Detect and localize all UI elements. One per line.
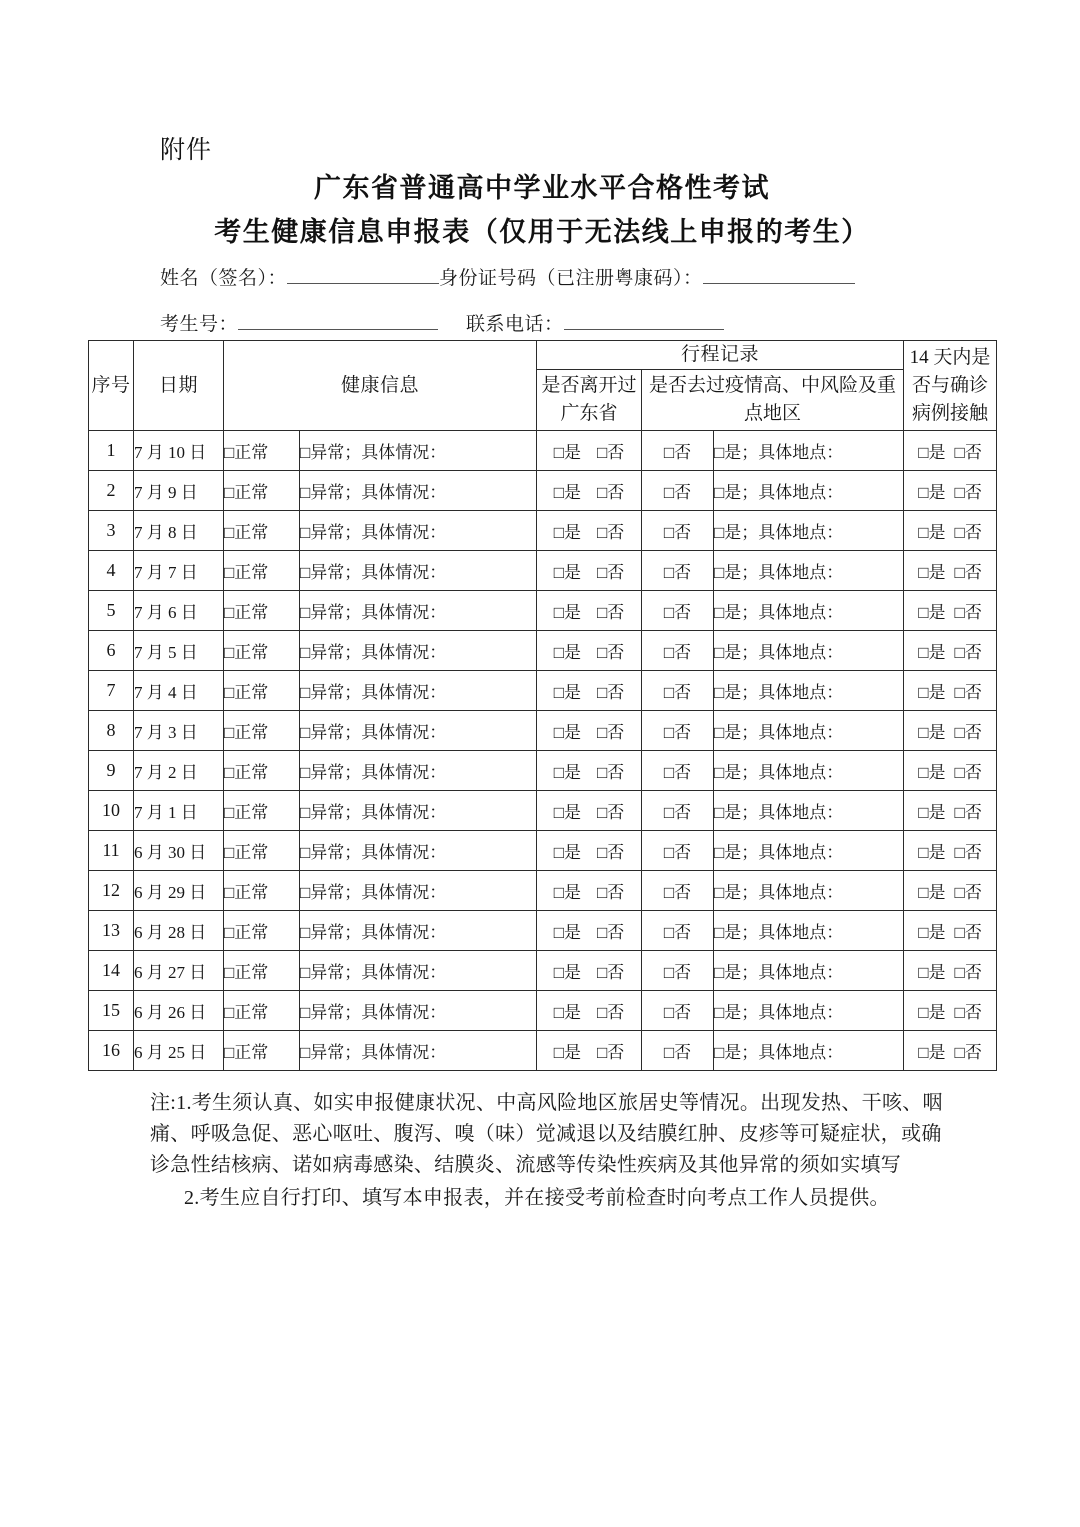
checkbox-health-abnormal[interactable]: □异常；具体情况： — [300, 631, 537, 671]
table-row — [89, 431, 997, 471]
checkbox-contact-confirmed[interactable]: □是 □否 — [904, 711, 997, 751]
row-index: 15 — [89, 991, 134, 1031]
checkbox-risk-area-yes[interactable]: □是；具体地点： — [714, 591, 904, 631]
checkbox-contact-confirmed[interactable]: □是 □否 — [904, 791, 997, 831]
table-row — [89, 471, 997, 511]
checkbox-risk-area-no[interactable]: □否 — [642, 511, 714, 551]
row-index: 3 — [89, 511, 134, 551]
checkbox-contact-confirmed[interactable]: □是 □否 — [904, 551, 997, 591]
checkbox-contact-confirmed[interactable]: □是 □否 — [904, 991, 997, 1031]
row-index: 12 — [89, 871, 134, 911]
checkbox-contact-confirmed[interactable]: □是 □否 — [904, 1031, 997, 1071]
checkbox-health-abnormal[interactable]: □异常；具体情况： — [300, 951, 537, 991]
table-row — [89, 631, 997, 671]
identity-row-2 — [88, 308, 996, 342]
name-label: 姓名（签名）： — [160, 268, 288, 289]
checkbox-risk-area-no[interactable]: □否 — [642, 431, 714, 471]
row-date: 7 月 6 日 — [134, 591, 224, 631]
row-date: 7 月 4 日 — [134, 671, 224, 711]
checkbox-health-normal[interactable]: □正常 — [224, 951, 300, 991]
checkbox-health-abnormal[interactable]: □异常；具体情况： — [300, 471, 537, 511]
checkbox-left-province[interactable]: □是 □否 — [537, 591, 642, 631]
phone-label: 联系电话： — [466, 314, 564, 335]
header-row-1 — [89, 341, 997, 370]
row-index: 10 — [89, 791, 134, 831]
checkbox-contact-confirmed[interactable]: □是 □否 — [904, 511, 997, 551]
checkbox-risk-area-yes[interactable]: □是；具体地点： — [714, 471, 904, 511]
checkbox-health-abnormal[interactable]: □异常；具体情况： — [300, 911, 537, 951]
checkbox-risk-area-yes[interactable]: □是；具体地点： — [714, 671, 904, 711]
checkbox-risk-area-no[interactable]: □否 — [642, 591, 714, 631]
table-row — [89, 791, 997, 831]
checkbox-left-province[interactable]: □是 □否 — [537, 751, 642, 791]
checkbox-health-abnormal[interactable]: □异常；具体情况： — [300, 671, 537, 711]
checkbox-health-normal[interactable]: □正常 — [224, 871, 300, 911]
row-index: 14 — [89, 951, 134, 991]
checkbox-health-abnormal[interactable]: □异常；具体情况： — [300, 511, 537, 551]
row-date: 7 月 5 日 — [134, 631, 224, 671]
phone-input[interactable] — [564, 312, 724, 330]
exam-number-input[interactable] — [238, 312, 438, 330]
checkbox-risk-area-yes[interactable]: □是；具体地点： — [714, 431, 904, 471]
checkbox-risk-area-yes[interactable]: □是；具体地点： — [714, 631, 904, 671]
table-row — [89, 1031, 997, 1071]
checkbox-health-normal[interactable]: □正常 — [224, 1031, 300, 1071]
table-row — [89, 751, 997, 791]
table-body — [89, 431, 997, 1071]
checkbox-risk-area-yes[interactable]: □是；具体地点： — [714, 831, 904, 871]
row-date: 6 月 30 日 — [134, 831, 224, 871]
table-row — [89, 591, 997, 631]
row-date: 6 月 26 日 — [134, 991, 224, 1031]
checkbox-contact-confirmed[interactable]: □是 □否 — [904, 751, 997, 791]
checkbox-risk-area-no[interactable]: □否 — [642, 1031, 714, 1071]
checkbox-risk-area-no[interactable]: □否 — [642, 991, 714, 1031]
checkbox-left-province[interactable]: □是 □否 — [537, 471, 642, 511]
table-row — [89, 711, 997, 751]
checkbox-left-province[interactable]: □是 □否 — [537, 631, 642, 671]
checkbox-health-abnormal[interactable]: □异常；具体情况： — [300, 1031, 537, 1071]
row-index: 8 — [89, 711, 134, 751]
note-2: 2.考生应自行打印、填写本申报表，并在接受考前检查时向考点工作人员提供。 — [184, 1187, 890, 1209]
checkbox-health-normal[interactable]: □正常 — [224, 831, 300, 871]
title-line-2: 考生健康信息申报表（仅用于无法线上申报的考生） — [214, 217, 870, 247]
title-line-1: 广东省普通高中学业水平合格性考试 — [314, 173, 770, 203]
table-row — [89, 551, 997, 591]
checkbox-left-province[interactable]: □是 □否 — [537, 911, 642, 951]
checkbox-risk-area-no[interactable]: □否 — [642, 471, 714, 511]
attachment-label: 附件 — [160, 135, 213, 164]
row-date: 7 月 3 日 — [134, 711, 224, 751]
name-input[interactable] — [287, 266, 439, 284]
row-index: 11 — [89, 831, 134, 871]
checkbox-left-province[interactable]: □是 □否 — [537, 1031, 642, 1071]
table-row — [89, 911, 997, 951]
identity-fields — [88, 262, 996, 342]
checkbox-contact-confirmed[interactable]: □是 □否 — [904, 431, 997, 471]
note-1: 注:1.考生须认真、如实申报健康状况、中高风险地区旅居史等情况。出现发热、干咳、咽痛、呼吸急促、恶心呕吐、腹泻、嗅（味）觉减退以及结膜红肿、皮疹等可疑症状，或确诊急性结核病、诺如病毒感染、结膜炎、流感等传染性疾病及其他异常的须如实填写 — [150, 1092, 943, 1176]
checkbox-risk-area-yes[interactable]: □是；具体地点： — [714, 991, 904, 1031]
row-date: 7 月 10 日 — [134, 431, 224, 471]
checkbox-risk-area-yes[interactable]: □是；具体地点： — [714, 951, 904, 991]
checkbox-health-normal[interactable]: □正常 — [224, 431, 300, 471]
row-date: 6 月 27 日 — [134, 951, 224, 991]
checkbox-contact-confirmed[interactable]: □是 □否 — [904, 471, 997, 511]
checkbox-risk-area-yes[interactable]: □是；具体地点： — [714, 1031, 904, 1071]
row-index: 7 — [89, 671, 134, 711]
row-index: 16 — [89, 1031, 134, 1071]
table-row — [89, 511, 997, 551]
checkbox-left-province[interactable]: □是 □否 — [537, 991, 642, 1031]
header-trip-record: 行程记录 — [537, 341, 904, 370]
table-row — [89, 991, 997, 1031]
table-header — [89, 341, 997, 431]
checkbox-health-abnormal[interactable]: □异常；具体情况： — [300, 791, 537, 831]
checkbox-health-abnormal[interactable]: □异常；具体情况： — [300, 831, 537, 871]
checkbox-health-normal[interactable]: □正常 — [224, 631, 300, 671]
checkbox-health-normal[interactable]: □正常 — [224, 471, 300, 511]
checkbox-health-normal[interactable]: □正常 — [224, 671, 300, 711]
identity-row-1 — [88, 262, 996, 296]
checkbox-health-normal[interactable]: □正常 — [224, 791, 300, 831]
checkbox-health-abnormal[interactable]: □异常；具体情况： — [300, 431, 537, 471]
checkbox-risk-area-yes[interactable]: □是；具体地点： — [714, 911, 904, 951]
checkbox-risk-area-no[interactable]: □否 — [642, 951, 714, 991]
checkbox-health-abnormal[interactable]: □异常；具体情况： — [300, 551, 537, 591]
checkbox-left-province[interactable]: □是 □否 — [537, 511, 642, 551]
table-row — [89, 951, 997, 991]
checkbox-risk-area-yes[interactable]: □是；具体地点： — [714, 871, 904, 911]
checkbox-left-province[interactable]: □是 □否 — [537, 431, 642, 471]
checkbox-health-normal[interactable]: □正常 — [224, 511, 300, 551]
checkbox-risk-area-yes[interactable]: □是；具体地点： — [714, 751, 904, 791]
checkbox-left-province[interactable]: □是 □否 — [537, 671, 642, 711]
row-date: 7 月 8 日 — [134, 511, 224, 551]
notes-section — [150, 1088, 960, 1214]
row-date: 7 月 2 日 — [134, 751, 224, 791]
checkbox-health-abnormal[interactable]: □异常；具体情况： — [300, 751, 537, 791]
checkbox-contact-confirmed[interactable]: □是 □否 — [904, 871, 997, 911]
checkbox-health-normal[interactable]: □正常 — [224, 911, 300, 951]
checkbox-contact-confirmed[interactable]: □是 □否 — [904, 911, 997, 951]
header-left-province: 是否离开过广东省 — [537, 370, 642, 431]
checkbox-left-province[interactable]: □是 □否 — [537, 951, 642, 991]
checkbox-left-province[interactable]: □是 □否 — [537, 871, 642, 911]
row-date: 7 月 9 日 — [134, 471, 224, 511]
table-row — [89, 831, 997, 871]
checkbox-left-province[interactable]: □是 □否 — [537, 551, 642, 591]
health-declaration-table — [88, 340, 997, 1071]
checkbox-risk-area-yes[interactable]: □是；具体地点： — [714, 711, 904, 751]
checkbox-risk-area-yes[interactable]: □是；具体地点： — [714, 791, 904, 831]
checkbox-risk-area-no[interactable]: □否 — [642, 551, 714, 591]
checkbox-risk-area-yes[interactable]: □是；具体地点： — [714, 551, 904, 591]
checkbox-health-abnormal[interactable]: □异常；具体情况： — [300, 991, 537, 1031]
id-number-label: 身份证号码（已注册粤康码）： — [439, 268, 703, 289]
row-date: 7 月 1 日 — [134, 791, 224, 831]
header-health-info: 健康信息 — [224, 341, 537, 431]
row-date: 6 月 25 日 — [134, 1031, 224, 1071]
header-risk-area: 是否去过疫情高、中风险及重点地区 — [642, 370, 904, 431]
checkbox-health-abnormal[interactable]: □异常；具体情况： — [300, 871, 537, 911]
checkbox-contact-confirmed[interactable]: □是 □否 — [904, 831, 997, 871]
row-index: 2 — [89, 471, 134, 511]
checkbox-risk-area-no[interactable]: □否 — [642, 911, 714, 951]
checkbox-contact-confirmed[interactable]: □是 □否 — [904, 671, 997, 711]
checkbox-contact-confirmed[interactable]: □是 □否 — [904, 951, 997, 991]
checkbox-risk-area-no[interactable]: □否 — [642, 671, 714, 711]
checkbox-health-normal[interactable]: □正常 — [224, 711, 300, 751]
checkbox-health-normal[interactable]: □正常 — [224, 751, 300, 791]
row-date: 7 月 7 日 — [134, 551, 224, 591]
document-title — [88, 166, 996, 254]
header-index: 序号 — [89, 341, 134, 431]
checkbox-health-normal[interactable]: □正常 — [224, 591, 300, 631]
checkbox-risk-area-no[interactable]: □否 — [642, 791, 714, 831]
row-date: 6 月 29 日 — [134, 871, 224, 911]
checkbox-risk-area-no[interactable]: □否 — [642, 711, 714, 751]
exam-number-label: 考生号： — [160, 314, 239, 335]
checkbox-health-abnormal[interactable]: □异常；具体情况： — [300, 591, 537, 631]
checkbox-contact-confirmed[interactable]: □是 □否 — [904, 591, 997, 631]
row-index: 5 — [89, 591, 134, 631]
checkbox-risk-area-no[interactable]: □否 — [642, 831, 714, 871]
checkbox-health-normal[interactable]: □正常 — [224, 991, 300, 1031]
row-index: 4 — [89, 551, 134, 591]
checkbox-left-province[interactable]: □是 □否 — [537, 711, 642, 751]
id-number-input[interactable] — [703, 266, 855, 284]
checkbox-health-abnormal[interactable]: □异常；具体情况： — [300, 711, 537, 751]
table-row — [89, 671, 997, 711]
checkbox-contact-confirmed[interactable]: □是 □否 — [904, 631, 997, 671]
checkbox-risk-area-no[interactable]: □否 — [642, 751, 714, 791]
row-index: 9 — [89, 751, 134, 791]
header-contact-14days: 14 天内是否与确诊病例接触 — [904, 341, 997, 431]
checkbox-risk-area-yes[interactable]: □是；具体地点： — [714, 511, 904, 551]
checkbox-risk-area-no[interactable]: □否 — [642, 871, 714, 911]
header-date: 日期 — [134, 341, 224, 431]
checkbox-left-province[interactable]: □是 □否 — [537, 791, 642, 831]
row-index: 6 — [89, 631, 134, 671]
table-row — [89, 871, 997, 911]
checkbox-health-normal[interactable]: □正常 — [224, 551, 300, 591]
row-index: 1 — [89, 431, 134, 471]
checkbox-left-province[interactable]: □是 □否 — [537, 831, 642, 871]
row-date: 6 月 28 日 — [134, 911, 224, 951]
row-index: 13 — [89, 911, 134, 951]
checkbox-risk-area-no[interactable]: □否 — [642, 631, 714, 671]
